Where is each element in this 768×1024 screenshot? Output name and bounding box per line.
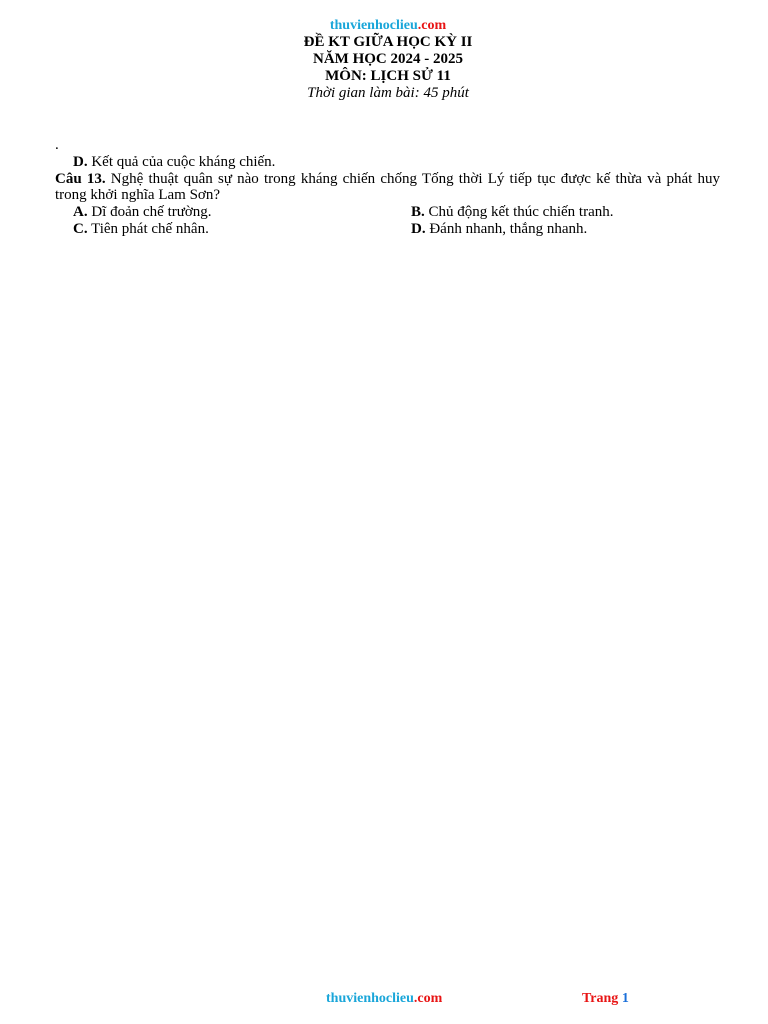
options-row-1 [55, 204, 720, 221]
options-row-2 [55, 221, 720, 238]
previous-option-d [55, 154, 720, 171]
page-number: 1 [621, 991, 629, 1006]
question-13-line1 [55, 171, 720, 188]
subject-title: MÔN: LỊCH SỬ 11 [325, 68, 451, 84]
option-c [73, 221, 411, 238]
exam-title: ĐỀ KT GIỮA HỌC KỲ II [303, 34, 473, 50]
question-label: Câu 13. [55, 170, 106, 187]
stray-dot: . [55, 137, 59, 153]
option-letter: D. [73, 153, 88, 170]
option-a [73, 204, 411, 221]
option-letter: D. [411, 220, 426, 237]
school-year: NĂM HỌC 2024 - 2025 [313, 51, 463, 67]
exam-content [55, 137, 720, 238]
option-text: Kết quả của cuộc kháng chiến. [87, 153, 276, 170]
footer-brand [326, 990, 442, 1007]
page-word: Trang [582, 991, 622, 1006]
option-text: Tiên phát chế nhân. [87, 220, 209, 237]
footer-brand-tld: .com [413, 991, 443, 1006]
option-d [411, 221, 720, 238]
option-letter: B. [411, 204, 425, 221]
header-brand [0, 17, 768, 34]
option-text: Đánh nhanh, thắng nhanh. [425, 220, 588, 237]
option-b [411, 204, 720, 221]
exam-duration: Thời gian làm bài: 45 phút [307, 85, 469, 101]
option-text: Dĩ đoản chế trường. [87, 204, 212, 221]
document-header [0, 17, 768, 102]
footer-brand-name: thuvienhoclieu [326, 991, 414, 1006]
page-indicator [582, 990, 629, 1007]
brand-name: thuvienhoclieu [329, 18, 418, 33]
option-letter: A. [73, 204, 88, 221]
question-text-line1: Nghệ thuật quân sự nào trong kháng chiến chống Tống thời Lý tiếp tục được kế thừa và phát huy [105, 170, 720, 187]
document-footer [0, 990, 768, 1007]
brand-tld: .com [417, 18, 447, 33]
option-letter: C. [73, 220, 88, 237]
option-text: Chủ động kết thúc chiến tranh. [424, 204, 614, 221]
question-text-line2: trong khởi nghĩa Lam Sơn? [55, 187, 221, 204]
